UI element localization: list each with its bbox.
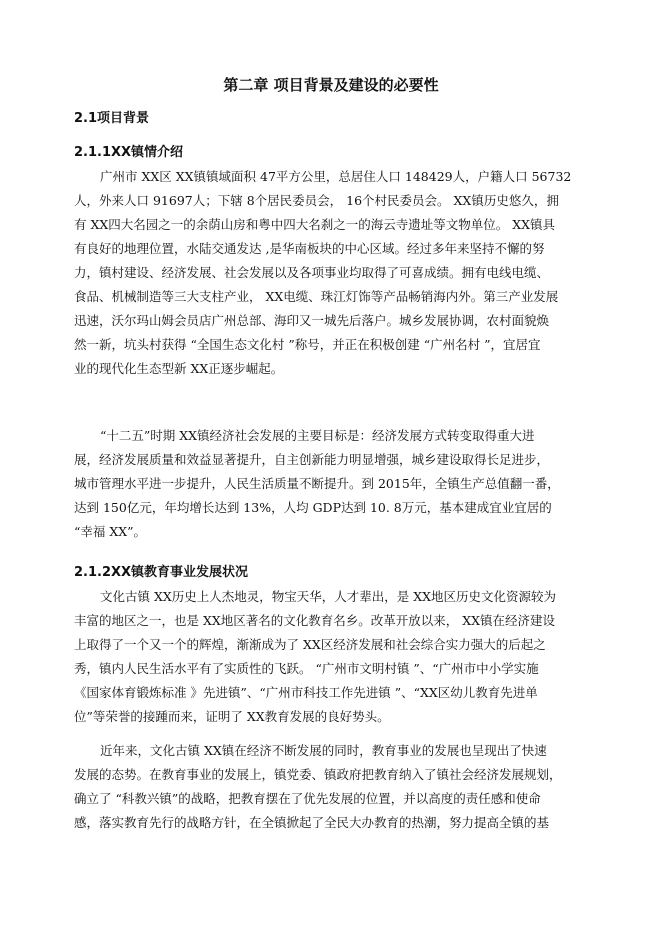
paragraph [74,424,586,544]
text-line: 有良好的地理位置，水陆交通发达 ,是华南板块的中心区域。经过多年来坚持不懈的努 [74,241,545,256]
text-line: 达到 150亿元，年均增长达到 13%，人均 GDP达到 10. 8万元，基本建成宜业宜居的 [74,500,552,515]
text-line: 广州市 XX区 XX镇镇域面积 47平方公里，总居住人口 148429人，户籍人口 56732 [100,169,572,184]
text-line: 上取得了一个又一个的辉煌，渐渐成为了 XX区经济发展和社会综合实力强大的后起之 [74,637,546,652]
text-line: 发展的态势。在教育事业的发展上，镇党委、镇政府把教育纳入了镇社会经济发展规划， [74,767,562,782]
text-line: 确立了 “科教兴镇”的战略，把教育摆在了优先发展的位置，并以高度的责任感和使命 [74,791,541,806]
paragraph [74,165,586,381]
text-line: “幸福 XX”。 [74,524,147,539]
subsection-heading: 2.1.2XX镇教育事业发展状况 [74,565,249,580]
text-line: 位”等荣誉的接踵而来，证明了 XX教育发展的良好势头。 [74,709,390,724]
text-line: 迅速，沃尔玛山姆会员店广州总部、海印又一城先后落户。城乡发展协调，农村面貌焕 [74,313,550,328]
text-line: 文化古镇 XX历史上人杰地灵，物宝天华，人才辈出，是 XX地区历史文化资源较为 [100,589,557,604]
chapter-title: 第二章 项目背景及建设的必要性 [223,76,439,94]
text-line: 丰富的地区之一，也是 XX地区著名的文化教育名乡。改革开放以来， XX镇在经济建设 [74,613,556,628]
text-line: 展，经济发展质量和效益显著提升，自主创新能力明显增强，城乡建设取得长足进步， [74,452,550,467]
text-line: 城市管理水平进一步提升，人民生活质量不断提升。到 2015年，全镇生产总值翻一番， [74,476,560,491]
section-heading: 2.1项目背景 [74,111,150,126]
text-line: 人，外来人口 91697人；下辖 8个居民委员会， 16个村民委员会。 XX镇历史悠久，拥 [74,193,559,208]
text-line: 秀，镇内人民生活水平有了实质性的飞跃。 “广州市文明村镇 ”、“广州市中小学实施 [74,661,539,676]
text-line: 力，镇村建设、经济发展、社会发展以及各项事业均取得了可喜成绩。拥有电线电缆、 [74,265,550,280]
subsection-heading: 2.1.1XX镇情介绍 [74,145,184,160]
text-line: 然一新，坑头村获得 “全国生态文化村 ”称号，并正在积极创建 “广州名村 ”，宜居宜 [74,337,541,352]
text-line: 《国家体育锻炼标准 》先进镇”、“广州市科技工作先进镇 ”、“XX区幼儿教育先进单 [74,685,538,700]
text-line: 食品、机械制造等三大支柱产业， XX电缆、珠江灯饰等产品畅销海内外。第三产业发展 [74,289,559,304]
text-line: 业的现代化生态型新 XX正逐步崛起。 [74,361,284,376]
text-line: “十二五”时期 XX镇经济社会发展的主要目标是：经济发展方式转变取得重大进 [100,428,535,443]
text-line: 感，落实教育先行的战略方针，在全镇掀起了全民大办教育的热潮，努力提高全镇的基 [74,815,550,830]
text-line: 近年来，文化古镇 XX镇在经济不断发展的同时，教育事业的发展也呈现出了快速 [100,743,547,758]
text-line: 有 XX四大名园之一的余荫山房和粤中四大名刹之一的海云寺遗址等文物单位。 XX镇具 [74,217,556,232]
paragraph [74,739,586,835]
paragraph [74,585,586,729]
